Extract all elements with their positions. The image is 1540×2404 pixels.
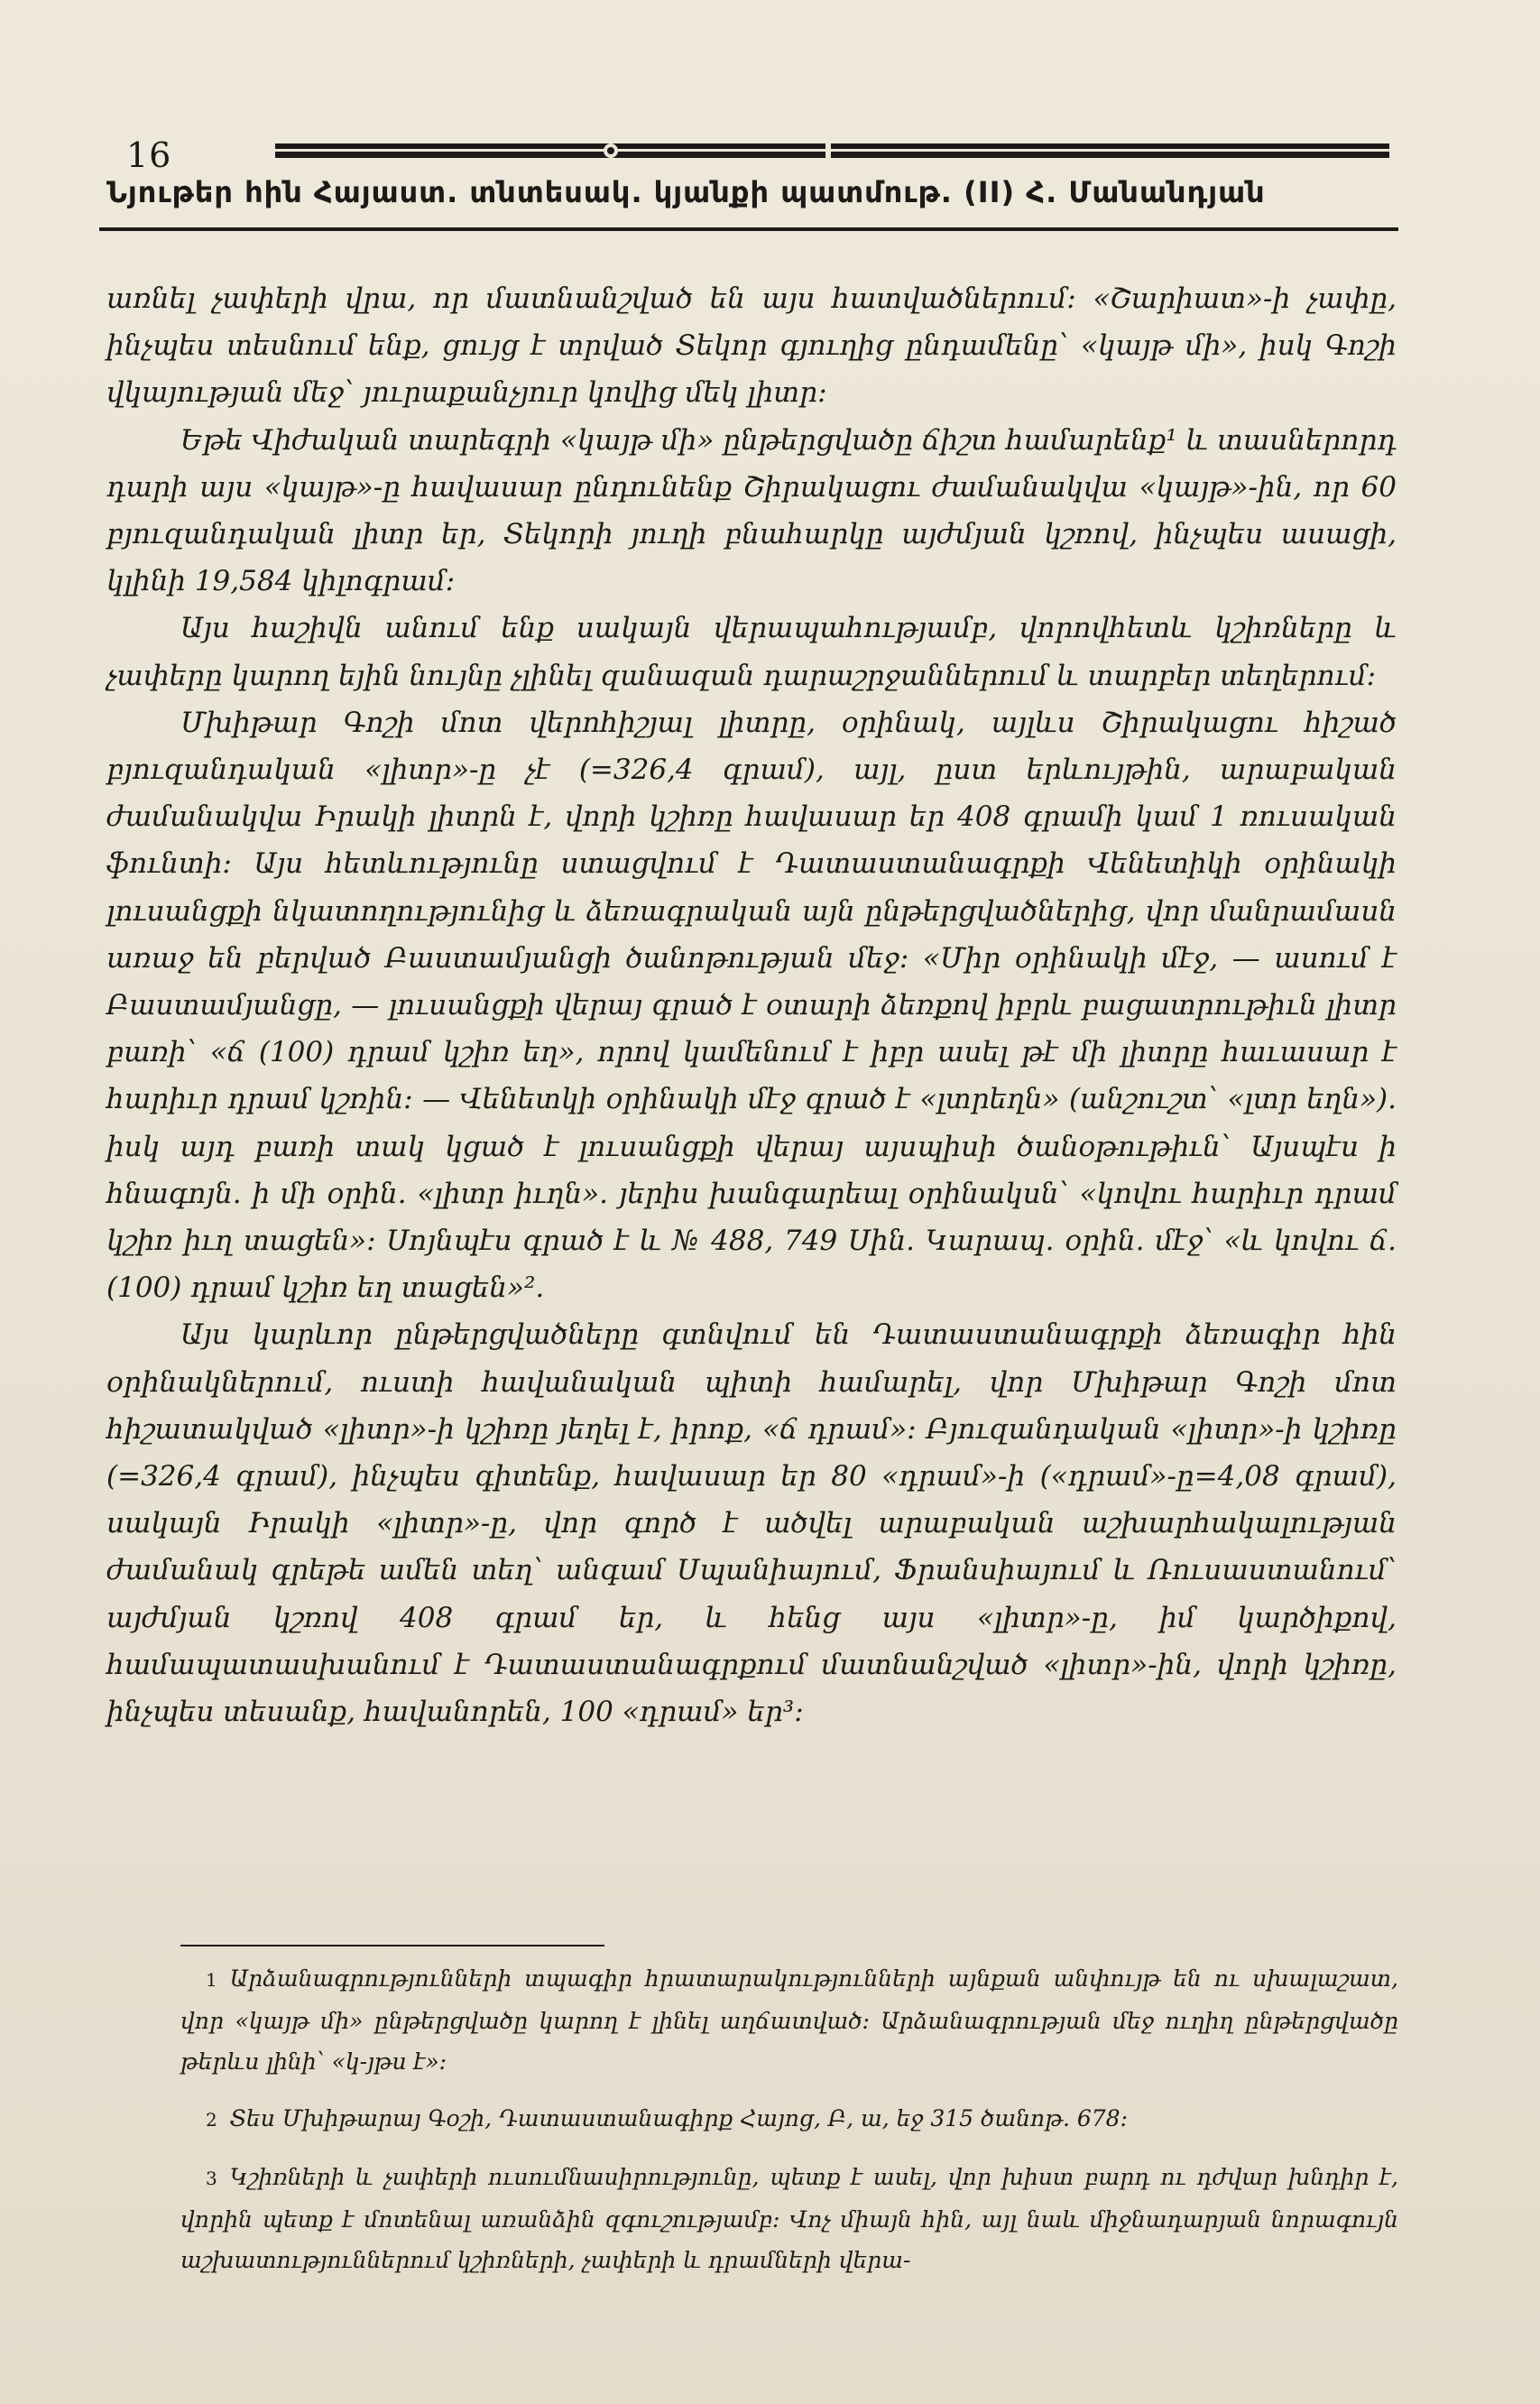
- paragraph: առնել չափերի վրա, որ մատնանշված են այս հատվածներում: «Շարիատ»-ի չափը, ինչպես տեսնում ենք, ցույց է տրված Տեկոր գյուղից ընդամենը՝ «կայթ մի», իսկ Գոշի վկայության մեջ՝ յուրաքանչյուր կովից մեկ լիտր:: [106, 282, 1397, 410]
- footnote-text: Տես Մխիթարայ Գօշի, Դատաստանագիրք Հայոց, Բ, ա, եջ 315 ծանոթ. 678:: [229, 2105, 1128, 2131]
- footnote: [180, 2098, 1398, 2140]
- footnote-text: Արձանագրությունների տպագիր հրատարակությունների այնքան անփույթ են ու սխալաշատ, վոր «կայթ մի» ընթերցվածը կարող է լինել աղճատված: Արձանագրության մեջ ուղիղ ընթերցվածը թերևս լինի՝ «կ-յթս է»:: [180, 1965, 1398, 2075]
- paragraph: Մխիթար Գոշի մոտ վերոհիշյալ լիտրը, օրինակ, այլևս Շիրակացու հիշած բյուզանդական «լիտր»-ը չէ (=326,4 գրամ), այլ, ըստ երևույթին, արաբական ժամանակվա Իրակի լիտրն է, վորի կշիռը հավասար եր 408 գրամի կամ 1 ռուսական ֆունտի: Այս հետևությունը ստացվում է Դատաստանագրքի Վենետիկի օրինակի լուսանցքի նկատողությունից և ձեռագրական այն ընթերցվածներից, վոր մանրամասն առաջ են բերված Բաստամյանցի ծանոթության մեջ: «Միր օրինակի մէջ, — ասում է Բաստամյանցը, — լուսանցքի վերայ գրած է օտարի ձեռքով իբրև բացատրութիւն լիտր բառի՝ «ճ (100) դրամ կշիռ եղ», որով կամենում է իբր ասել թէ մի լիտրը հաւասար է հարիւր դրամ կշռին: — Վենետկի օրինակի մէջ գրած է «լտրեղն» (անշուշտ՝ «լտր եղն»). իսկ այդ բառի տակ կցած է լուսանցքի վերայ այսպիսի ծանօթութիւն՝ Այսպէս ի հնագոյն. ի մի օրին. «լիտր իւղն». յերիս խանգարեալ օրինակսն՝ «կովու հարիւր դրամ կշիռ իւղ տացեն»: Սոյնպէս գրած է և № 488, 749 Սին. Կարապ. օրին. մէջ՝ «և կովու ճ. (100) դրամ կշիռ եղ տացեն»².: [106, 706, 1397, 1305]
- footnote-number: 2: [206, 2109, 217, 2131]
- ornamental-header-rule-icon: [275, 141, 1389, 161]
- footnote: [180, 2157, 1398, 2280]
- footnotes: [180, 1958, 1398, 2297]
- main-text: [106, 275, 1397, 1735]
- header-divider: [99, 227, 1398, 231]
- footnote-text: Կշիռների և չափերի ուսումնասիրությունը, պետք է ասել, վոր խիստ բարդ ու դժվար խնդիր է, վորին պետք է մոտենալ առանձին զգուշությամբ: Վոչ միայն հին, այլ նաև միջնադարյան նորագույն աշխատություններում կշիռների, չափերի և դրամների վերա-: [180, 2164, 1398, 2273]
- footnote: [180, 1958, 1398, 2082]
- paragraph: Եթե Վիժական տարեգրի «կայթ մի» ընթերցվածը ճիշտ համարենք¹ և տասներորդ դարի այս «կայթ»-ը հավասար ընդունենք Շիրակացու ժամանակվա «կայթ»-ին, որ 60 բյուզանդական լիտր եր, Տեկորի յուղի բնահարկը այժմյան կշռով, ինչպես ասացի, կլինի 19,584 կիլոգրամ:: [106, 423, 1397, 598]
- running-head: Նյութեր հին Հայաստ. տնտեսակ. կյանքի պատմութ. (II) Հ. Մանանդյան: [106, 175, 1266, 209]
- page-number: 16: [126, 135, 172, 175]
- footnote-divider: [180, 1945, 604, 1946]
- paragraph: Այս կարևոր ընթերցվածները գտնվում են Դատաստանագրքի ձեռագիր հին օրինակներում, ուստի հավանական պիտի համարել, վոր Մխիթար Գոշի մոտ հիշատակված «լիտր»-ի կշիռը յեղել է, իրոք, «ճ դրամ»: Բյուզանդական «լիտր»-ի կշիռը (=326,4 գրամ), ինչպես գիտենք, հավասար եր 80 «դրամ»-ի («դրամ»-ը=4,08 գրամ), սակայն Իրակի «լիտր»-ը, վոր գործ է ածվել արաբական աշխարհակալության ժամանակ գրեթե ամեն տեղ՝ անգամ Սպանիայում, Ֆրանսիայում և Ռուսաստանում՝ այժմյան կշռով 408 գրամ եր, և հենց այս «լիտր»-ը, իմ կարծիքով, համապատասխանում է Դատաստանագրքում մատնանշված «լիտր»-ին, վորի կշիռը, ինչպես տեսանք, հավանորեն, 100 «դրամ» եր³:: [106, 1318, 1397, 1729]
- footnote-number: 3: [206, 2168, 217, 2189]
- footnote-number: 1: [206, 1969, 217, 1991]
- paragraph: Այս հաշիվն անում ենք սակայն վերապահությամբ, վորովհետև կշիռները և չափերը կարող եյին նույնը չլինել զանազան դարաշրջաններում և տարբեր տեղերում:: [106, 612, 1397, 692]
